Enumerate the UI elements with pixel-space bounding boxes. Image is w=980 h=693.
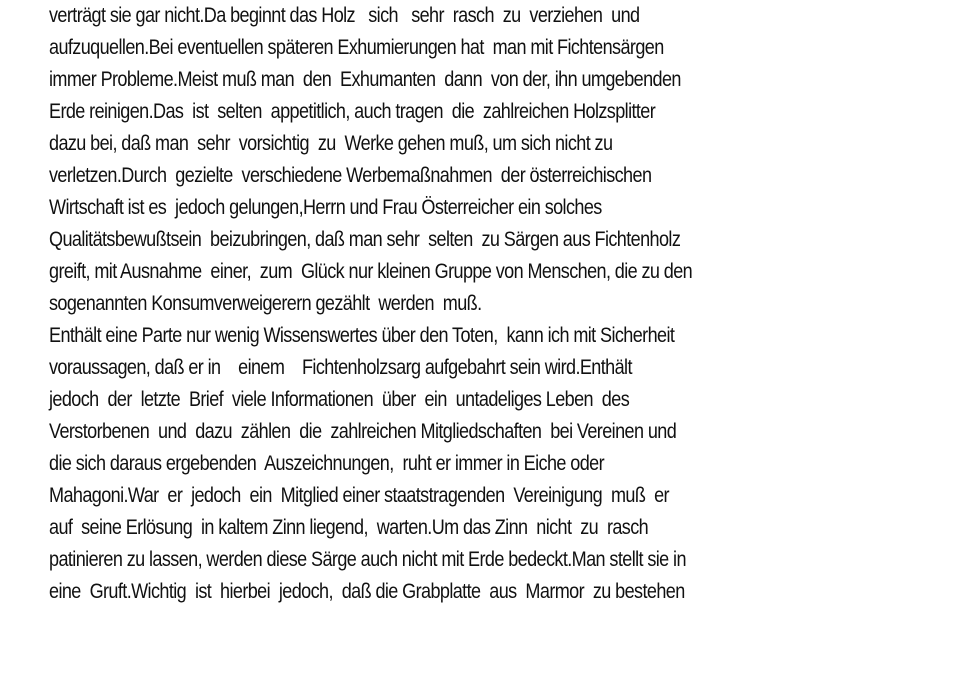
text-line: Qualitätsbewußtsein beizubringen, daß man sehr selten zu Särgen aus Fichtenholz bbox=[49, 228, 681, 251]
text-line: sogenannten Konsumverweigerern gezählt werden muß. bbox=[49, 292, 482, 315]
text-line: dazu bei, daß man sehr vorsichtig zu Werke gehen muß, um sich nicht zu bbox=[49, 132, 613, 155]
text-line: jedoch der letzte Brief viele Informationen über ein untadeliges Leben des bbox=[49, 388, 630, 411]
text-line: eine Gruft.Wichtig ist hierbei jedoch, daß die Grabplatte aus Marmor zu bestehen bbox=[49, 580, 685, 603]
text-line: patinieren zu lassen, werden diese Särge auch nicht mit Erde bedeckt.Man stellt sie in bbox=[49, 548, 686, 571]
text-line: Wirtschaft ist es jedoch gelungen,Herrn und Frau Österreicher ein solches bbox=[49, 196, 602, 219]
text-line: verletzen.Durch gezielte verschiedene Werbemaßnahmen der österreichischen bbox=[49, 164, 652, 187]
text-line: Mahagoni.War er jedoch ein Mitglied einer staatstragenden Vereinigung muß er bbox=[49, 484, 669, 507]
body-text bbox=[49, 0, 974, 608]
text-line: voraussagen, daß er in einem Fichtenholzsarg aufgebahrt sein wird.Enthält bbox=[49, 356, 632, 379]
text-line: Enthält eine Parte nur wenig Wissenswertes über den Toten, kann ich mit Sicherheit bbox=[49, 324, 675, 347]
text-line: Verstorbenen und dazu zählen die zahlreichen Mitgliedschaften bei Vereinen und bbox=[49, 420, 677, 443]
text-line: aufzuquellen.Bei eventuellen späteren Exhumierungen hat man mit Fichtensärgen bbox=[49, 36, 664, 59]
text-line: immer Probleme.Meist muß man den Exhumanten dann von der, ihn umgebenden bbox=[49, 68, 681, 91]
text-line: greift, mit Ausnahme einer, zum Glück nur kleinen Gruppe von Menschen, die zu den bbox=[49, 260, 693, 283]
text-line: verträgt sie gar nicht.Da beginnt das Holz sich sehr rasch zu verziehen und bbox=[49, 4, 640, 27]
text-line: die sich daraus ergebenden Auszeichnungen, ruht er immer in Eiche oder bbox=[49, 452, 605, 475]
text-line: auf seine Erlösung in kaltem Zinn liegend, warten.Um das Zinn nicht zu rasch bbox=[49, 516, 649, 539]
text-line: Erde reinigen.Das ist selten appetitlich, auch tragen die zahlreichen Holzsplitter bbox=[49, 100, 656, 123]
